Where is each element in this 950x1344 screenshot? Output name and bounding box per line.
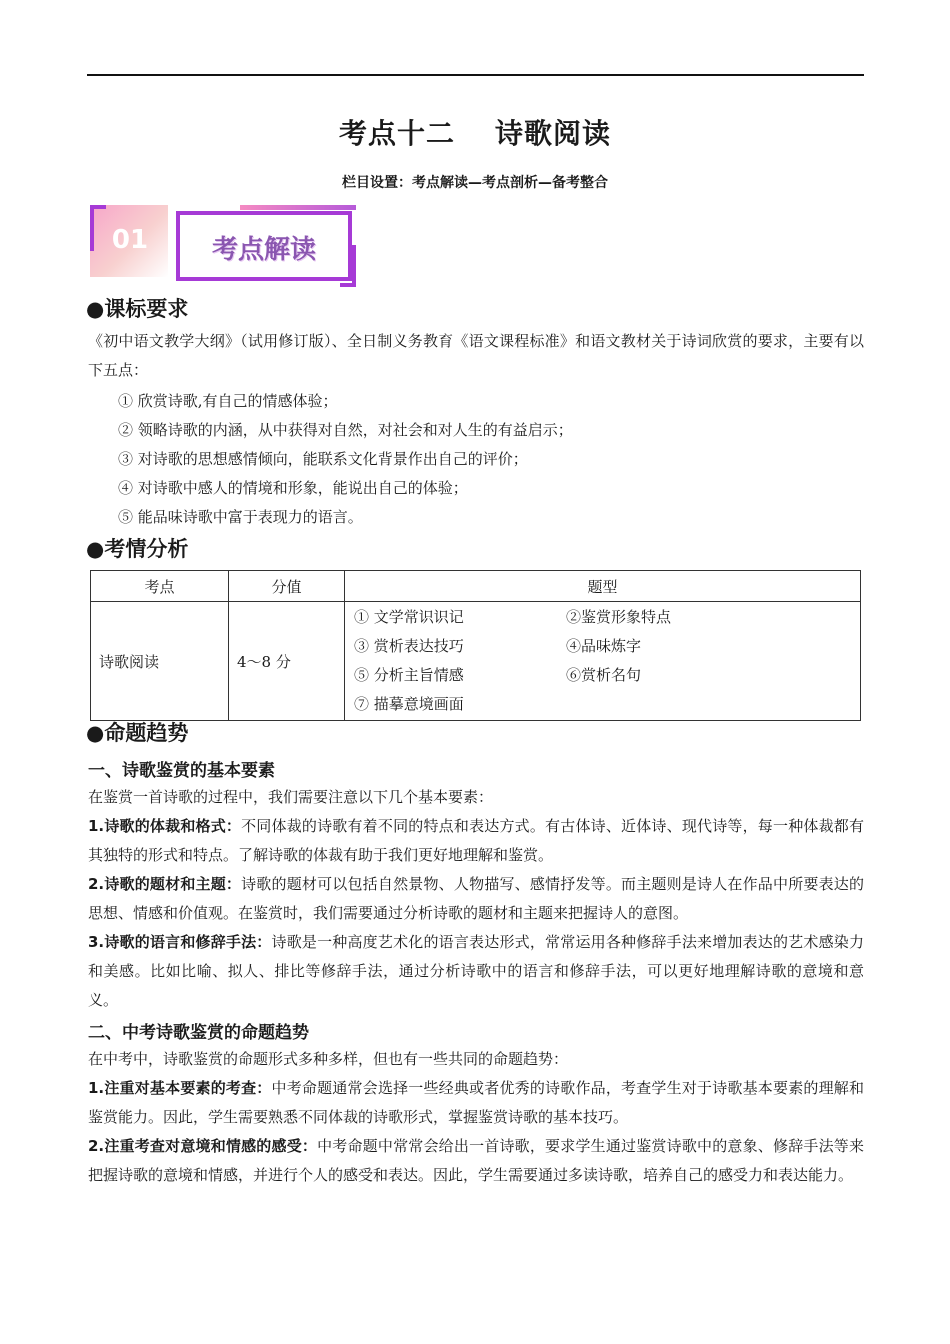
requirement-item: ① 欣赏诗歌,有自己的情感体验； — [118, 392, 338, 410]
point-label: 2.注重考查对意境和情感的感受： — [88, 1137, 318, 1155]
banner-bar-decoration — [240, 205, 356, 210]
question-type: ⑥赏析名句 — [566, 666, 642, 684]
heading-curriculum-requirements: ●课标要求 — [86, 297, 189, 321]
table-cell-topic: 诗歌阅读 — [91, 602, 229, 721]
table-header: 考点 — [91, 571, 229, 602]
point-text: 不同体裁的诗歌有着不同的特点和表达方式。有古体诗、近体诗、现代诗等，每一种体裁都有其独特的形式和特点。了解诗歌的体裁有助于我们更好地理解和鉴赏。 — [88, 817, 864, 864]
requirement-item: ④ 对诗歌中感人的情境和形象，能说出自己的体验； — [118, 479, 468, 497]
paragraph-point — [88, 1132, 864, 1190]
paragraph-intro: 在中考中，诗歌鉴赏的命题形式多种多样，但也有一些共同的命题趋势： — [88, 1050, 569, 1068]
banner-label: 考点解读 — [211, 235, 316, 265]
requirement-item: ③ 对诗歌的思想感情倾向，能联系文化背景作出自己的评价； — [118, 450, 528, 468]
heading-question-trends: ●命题趋势 — [86, 721, 189, 745]
subheading-basic-elements: 一、诗歌鉴赏的基本要素 — [88, 761, 275, 781]
paragraph-point — [88, 928, 864, 1015]
banner-corner-decoration — [340, 245, 356, 287]
column-subtitle: 栏目设置：考点解读—考点剖析—备考整合 — [342, 175, 608, 191]
question-type: ④品味炼字 — [566, 637, 642, 655]
point-text: 诗歌是一种高度艺术化的语言表达形式，常常运用各种修辞手法来增加表达的艺术感染力和美感。比如比喻、拟人、排比等修辞手法，通过分析诗歌中的语言和修辞手法，可以更好地理解诗歌的意境和意义。 — [88, 933, 864, 1009]
banner-label-box — [176, 211, 352, 281]
point-label: 2.诗歌的题材和主题： — [88, 875, 242, 893]
top-rule — [87, 74, 864, 76]
title-part-2: 诗歌阅读 — [495, 117, 612, 150]
point-text: 诗歌的题材可以包括自然景物、人物描写、感情抒发等。而主题则是诗人在作品中所要表达的思想、情感和价值观。在鉴赏时，我们需要通过分析诗歌的题材和主题来把握诗人的意图。 — [88, 875, 864, 922]
heading-exam-analysis: ●考情分析 — [86, 537, 189, 561]
paragraph-point — [88, 1074, 864, 1132]
table-header: 题型 — [345, 571, 861, 602]
point-text: 中考命题通常会选择一些经典或者优秀的诗歌作品，考查学生对于诗歌基本要素的理解和鉴赏能力。因此，学生需要熟悉不同体裁的诗歌形式，掌握鉴赏诗歌的基本技巧。 — [88, 1079, 864, 1126]
page-title — [0, 112, 950, 152]
point-label: 1.注重对基本要素的考查： — [88, 1079, 272, 1097]
table-cell-question-types — [345, 602, 861, 721]
requirement-item: ② 领略诗歌的内涵，从中获得对自然，对社会和对人生的有益启示； — [118, 421, 573, 439]
question-type: ⑦ 描摹意境画面 — [354, 695, 464, 713]
banner-corner-decoration — [90, 205, 106, 251]
title-part-1: 考点十二 — [338, 117, 455, 150]
question-type: ① 文学常识识记 — [354, 608, 464, 626]
point-label: 3.诗歌的语言和修辞手法： — [88, 933, 272, 951]
subheading-exam-trends: 二、中考诗歌鉴赏的命题趋势 — [88, 1023, 309, 1043]
table-header: 分值 — [229, 571, 345, 602]
banner-number: 01 — [111, 225, 149, 255]
question-type: ③ 赏析表达技巧 — [354, 637, 464, 655]
question-type: ⑤ 分析主旨情感 — [354, 666, 464, 684]
table-header-row — [91, 571, 861, 602]
exam-analysis-table — [90, 570, 861, 721]
curriculum-intro: 《初中语文教学大纲》（试用修订版）、全日制义务教育《语文课程标准》和语文教材关于诗词欣赏的要求，主要有以下五点： — [88, 332, 864, 379]
paragraph-point — [88, 812, 864, 870]
paragraph-intro: 在鉴赏一首诗歌的过程中，我们需要注意以下几个基本要素： — [88, 788, 494, 806]
requirement-item: ⑤ 能品味诗歌中富于表现力的语言。 — [118, 508, 363, 526]
table-cell-score: 4～8 分 — [229, 602, 345, 721]
point-label: 1.诗歌的体裁和格式： — [88, 817, 242, 835]
table-row — [91, 602, 861, 721]
point-text: 中考命题中常常会给出一首诗歌，要求学生通过鉴赏诗歌中的意象、修辞手法等来把握诗歌的意境和情感，并进行个人的感受和表达。因此，学生需要通过多读诗歌，培养自己的感受力和表达能力。 — [88, 1137, 864, 1184]
paragraph-point — [88, 870, 864, 928]
question-type: ②鉴赏形象特点 — [566, 608, 672, 626]
section-banner — [90, 205, 356, 285]
